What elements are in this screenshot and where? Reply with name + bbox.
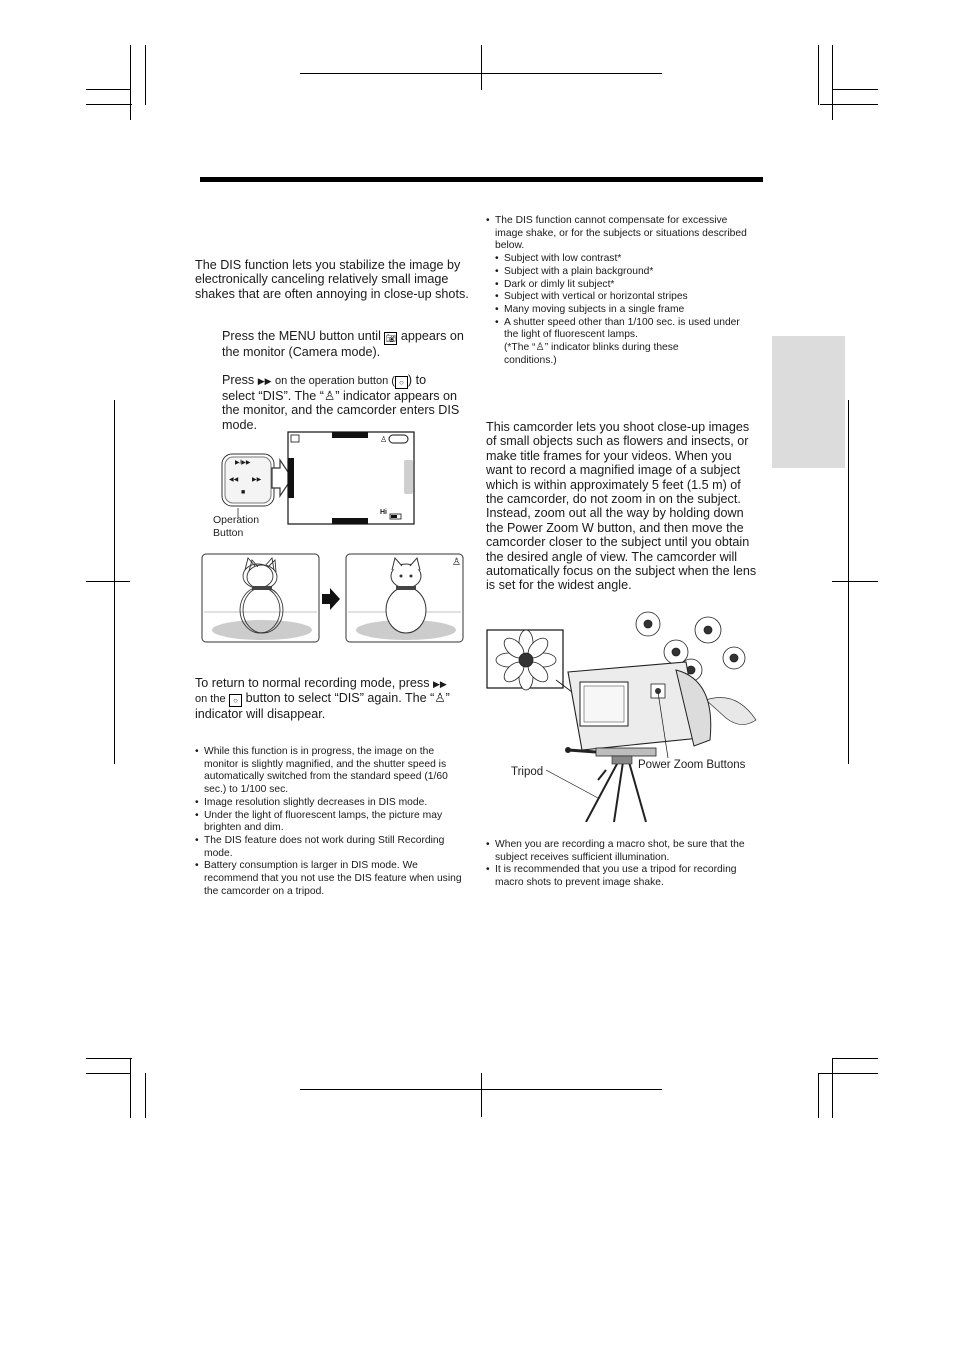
operation-button-icon: ○ (229, 694, 242, 707)
step-2-text: Press (222, 373, 255, 387)
list-item: • When you are recording a macro shot, be sure that the subject receives sufficient illumination. (486, 839, 756, 864)
return-note-text: To return to normal recording mode, press (195, 676, 430, 690)
power-zoom-buttons-label: Power Zoom Buttons (638, 759, 746, 771)
op-button-rew: ◀◀ (229, 477, 239, 483)
notes-left (195, 746, 470, 898)
operation-button-label: Operation Button (213, 514, 260, 539)
crop-mark (86, 1073, 130, 1074)
step-2-text: mode. (222, 417, 258, 432)
camera-menu-icon: 📷︎ (385, 334, 396, 343)
crop-mark (130, 45, 131, 120)
crop-mark (832, 89, 878, 90)
crop-mark (130, 1058, 131, 1118)
crop-mark (86, 581, 130, 582)
list-item: • The DIS function cannot compensate for excessive image shake, or for the subjects or situations described below. (486, 215, 756, 253)
step-2-text: on the operation button ( (275, 375, 395, 387)
notes-right-bottom (486, 839, 756, 890)
footnote (495, 342, 756, 367)
dis-indicator-icon: ♙ (535, 342, 545, 354)
list-item: • It is recommended that you use a tripod for recording macro shots to prevent image shake. (486, 864, 756, 889)
step-1-text: Press the MENU button until (222, 329, 381, 343)
fast-forward-icon: ▶▶ (257, 376, 272, 386)
crop-mark (832, 1058, 833, 1118)
return-note (195, 676, 470, 722)
crop-mark (114, 400, 115, 764)
side-tab (772, 336, 845, 468)
crop-mark (818, 1073, 878, 1074)
step-1-text-end: appears on the monitor (Camera mode). (222, 329, 464, 359)
op-button-stop: ■ (241, 489, 246, 496)
dis-indicator-icon: ♙ (323, 389, 336, 403)
return-note-text: on the (195, 693, 226, 706)
list-item: • Subject with low contrast* (495, 253, 756, 266)
crop-mark (818, 1073, 819, 1118)
footnote-text: (*The “ (504, 342, 536, 354)
op-button-ff: ▶▶ (252, 477, 262, 483)
fast-forward-icon: ▶▶ (433, 679, 447, 689)
list-item: • The DIS feature does not work during Still Recording mode. (195, 835, 470, 860)
crop-mark (848, 400, 849, 764)
crop-mark (818, 45, 819, 105)
crop-mark (832, 1058, 878, 1059)
notes-right-top (486, 215, 756, 367)
operation-button-icon: ○ (395, 376, 408, 389)
svg-text:♙: ♙ (380, 435, 388, 444)
crop-mark (86, 104, 132, 105)
header-rule (200, 177, 763, 182)
crop-mark (145, 1073, 146, 1118)
crop-mark (145, 45, 146, 105)
crop-mark (832, 45, 833, 120)
list-item: • Subject with vertical or horizontal stripes (495, 291, 756, 304)
list-item: • A shutter speed other than 1/100 sec. is used under the light of fluorescent lamps. (495, 317, 756, 342)
list-item: • While this function is in progress, the image on the monitor is slightly magnified, and the shutter speed is automatically switched from the standard speed (1/60 sec.) to 1/100 sec. (195, 746, 470, 797)
tripod-label: Tripod (511, 766, 544, 778)
step-2-text: select “DIS”. The “ (222, 389, 324, 403)
step-2-text: ) to (407, 373, 427, 387)
list-item: • Under the light of fluorescent lamps, the picture may brighten and dim. (195, 810, 470, 835)
step-2-text: the monitor, and the camcorder enters DIS (222, 403, 460, 418)
monitor-quality-label: Hi (380, 509, 387, 516)
crop-mark (832, 581, 878, 582)
dis-comparison-illustration (200, 552, 465, 644)
macro-paragraph: This camcorder lets you shoot close-up images of small objects such as flowers and insects, or make title frames for your videos. When you want to record a magnified image of a subject which is within approximately 5 feet (1.5 m) of the camcorder, do not zoom in on the subject. Instead, zoom out all the way by holding down the Power Zoom W button, and then move the camcorder closer to the subject until you obtain the desired angle of view. The camcorder will automatically focus on the subject when the lens is set for the widest angle. (486, 420, 757, 593)
crop-mark (481, 1073, 482, 1117)
intro-paragraph: The DIS function lets you stabilize the image by electronically canceling relatively small image shakes that are often annoying in close-up shots. (195, 258, 469, 301)
dis-indicator-icon: ♙ (434, 691, 446, 706)
op-button-play-skip: ▶/▶▶ (235, 460, 251, 466)
footnote-text: conditions.) (504, 354, 557, 366)
step-1 (222, 329, 472, 359)
footnote-text: ” indicator blinks during these (544, 342, 679, 354)
crop-mark (86, 89, 130, 90)
crop-mark (481, 45, 482, 90)
list-item: • Image resolution slightly decreases in DIS mode. (195, 797, 470, 810)
crop-mark (820, 104, 878, 105)
list-item: • Battery consumption is larger in DIS mode. We recommend that you not use the DIS feature when using the camcorder on a tripod. (195, 860, 470, 898)
return-note-text: indicator will disappear. (195, 707, 326, 722)
macro-shot-illustration (486, 600, 766, 822)
list-item: • Subject with a plain background* (495, 266, 756, 279)
return-note-text: ” (445, 691, 450, 706)
step-2 (222, 373, 472, 432)
list-item: • Many moving subjects in a single frame (495, 304, 756, 317)
crop-mark (86, 1058, 132, 1059)
step-2-text: ” indicator appears on (335, 389, 458, 403)
list-item: • Dark or dimly lit subject* (495, 279, 756, 292)
return-note-text: button to select “DIS” again. The “ (245, 691, 435, 706)
svg-text:♙: ♙ (452, 557, 461, 568)
